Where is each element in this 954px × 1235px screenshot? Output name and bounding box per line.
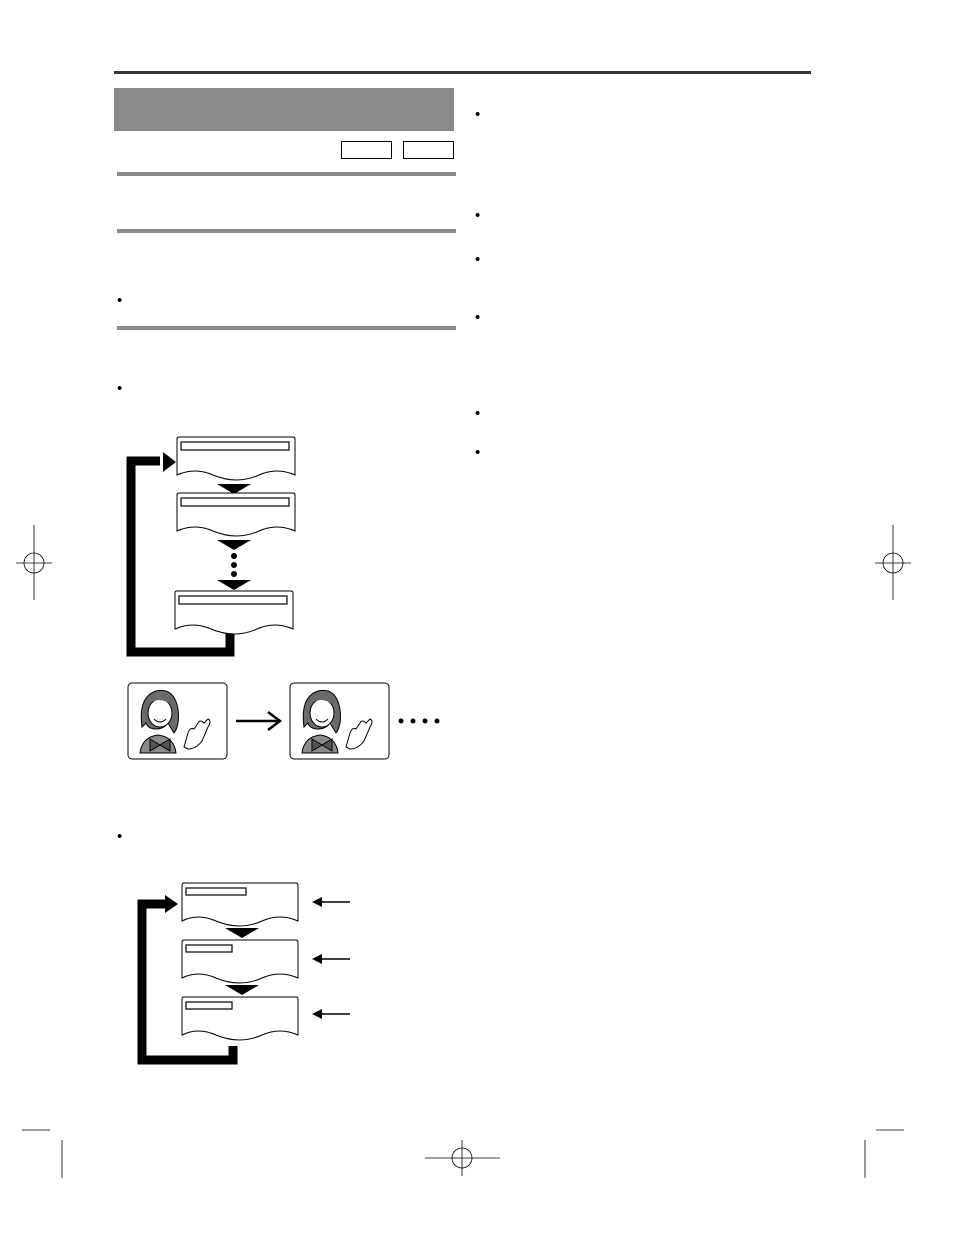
bullet-icon: • [475,444,481,461]
ellipsis-dot [399,719,404,724]
ellipsis-dot [231,553,237,559]
ellipsis-dot [435,719,440,724]
bullet-icon: • [117,380,123,397]
down-arrow-icon [217,540,251,550]
bullet-icon: • [117,292,123,309]
bullet-icon: • [475,207,481,224]
down-arrow-icon [225,928,259,938]
screen-box [177,493,295,536]
arrow-left-icon [312,897,322,907]
crosshair-icon [425,1140,500,1176]
ellipsis-dot [411,719,416,724]
crosshair-icon [16,525,52,600]
cycle-diagram-1 [131,437,295,652]
arrow-left-icon [312,1009,322,1019]
down-arrow-icon [225,985,259,995]
screen-box [182,940,298,983]
ellipsis-dot [231,571,237,577]
bullet-icon: • [475,106,481,123]
bullet-icon: • [475,309,481,326]
ellipsis-dot [423,719,428,724]
screen-box [177,437,295,480]
down-arrow-icon [217,580,251,590]
angle-pictures [128,683,440,759]
bullet-icon: • [117,828,123,845]
cycle-diagram-2 [142,883,350,1060]
arrow-left-icon [312,954,322,964]
registration-marks [16,525,911,1178]
screen-box [175,591,293,634]
crosshair-icon [875,525,911,600]
loop-arrowhead-icon [163,452,176,472]
screen-box [182,997,298,1040]
screen-box [182,883,298,926]
bullet-icon: • [475,251,481,268]
loop-arrowhead-icon [165,895,178,913]
ellipsis-dot [231,562,237,568]
bullet-icon: • [475,405,481,422]
